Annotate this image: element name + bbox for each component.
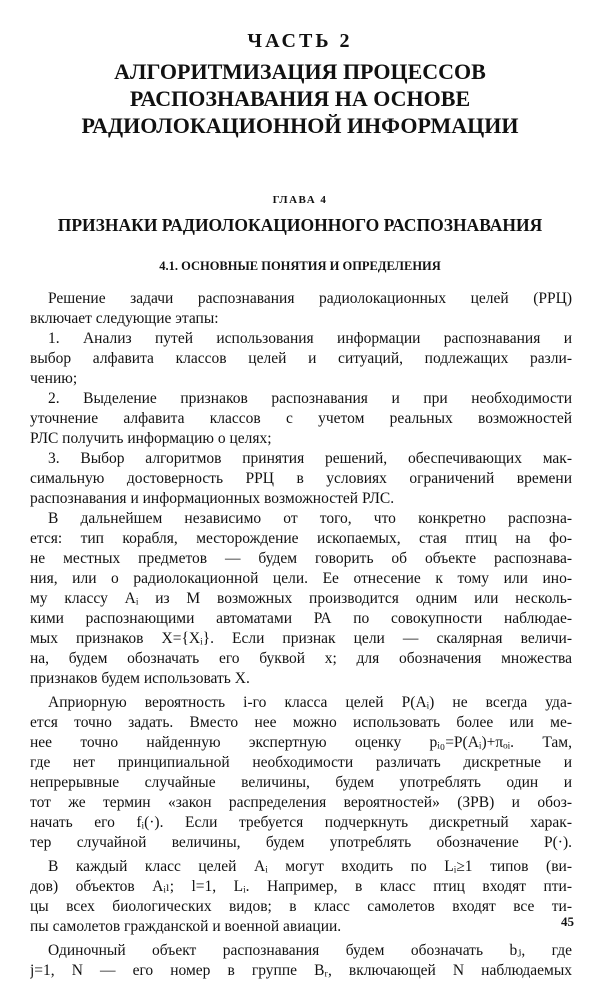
part-title-line: АЛГОРИТМИЗАЦИЯ ПРОЦЕССОВ xyxy=(114,59,486,84)
text-line: Решение задачи распознавания радиолокационных целей (РРЦ) xyxy=(48,290,572,307)
text-line: начать его fᵢ(·). Если требуется подчеркнуть дискретный харак- xyxy=(30,814,572,831)
chapter-title: ПРИЗНАКИ РАДИОЛОКАЦИОННОГО РАСПОЗНАВАНИЯ xyxy=(57,215,543,235)
section-title: 4.1. ОСНОВНЫЕ ПОНЯТИЯ И ОПРЕДЕЛЕНИЯ xyxy=(159,259,441,273)
text-line: тот же термин «закон распределения вероятностей» (ЗРВ) и обоз- xyxy=(30,794,572,811)
text-line: распознавания и информационных возможностей РЛС. xyxy=(30,490,395,507)
text-line: признаков будем использовать X. xyxy=(30,670,250,687)
text-line: 2. Выделение признаков распознавания и при необходимости xyxy=(48,390,572,407)
text-line: цы всех биологических видов; в класс самолетов входят все ти- xyxy=(30,898,572,915)
text-line: Одиночный объект распознавания будем обозначать bⱼ, где xyxy=(48,942,572,959)
text-line: 3. Выбор алгоритмов принятия решений, обеспечивающих мак- xyxy=(48,450,572,467)
part-label: ЧАСТЬ 2 xyxy=(247,30,353,52)
text-line: дов) объектов Aᵢₗ; l=1, Lᵢ. Например, в класс птиц входят пти- xyxy=(30,878,572,895)
text-line: 1. Анализ путей использования информации распознавания и xyxy=(48,330,572,347)
part-title-line: РАСПОЗНАВАНИЯ НА ОСНОВЕ xyxy=(129,86,471,111)
part-title-line: РАДИОЛОКАЦИОННОЙ ИНФОРМАЦИИ xyxy=(81,113,519,138)
text-line: мых признаков X={Xᵢ}. Если признак цели — скалярная величи- xyxy=(30,630,572,647)
body-text xyxy=(30,289,572,981)
text-line: му классу Aᵢ из M возможных производится одним или несколь- xyxy=(30,590,572,607)
text-line: тер случайной величины, будем употреблять обозначение P(·). xyxy=(30,834,572,851)
text-line: j=1, N — его номер в группе Bᵣ, включающей N наблюдаемых xyxy=(30,962,572,979)
text-line: на, будем обозначать его буквой x; для обозначения множества xyxy=(30,650,572,667)
text-line: ния, или о радиолокационной цели. Ее отнесение к тому или ино- xyxy=(30,570,572,587)
text-line: выбор алфавита классов целей и ситуаций, подлежащих разли- xyxy=(30,350,572,367)
text-line: Априорную вероятность i-го класса целей P(Aᵢ) не всегда уда- xyxy=(48,694,572,711)
text-line: непрерывные случайные величины, будем употреблять один и xyxy=(30,774,572,791)
text-line: В дальнейшем независимо от того, что конкретно распозна- xyxy=(48,510,572,527)
text-line: ется точно задать. Вместо нее можно использовать более или ме- xyxy=(30,714,572,731)
text-line: пы самолетов гражданской и военной авиации. xyxy=(30,918,342,935)
text-line: кими распознающими автоматами РА по совокупности наблюдае- xyxy=(30,610,572,627)
part-title xyxy=(30,58,570,139)
text-line: включает следующие этапы: xyxy=(30,310,219,327)
text-line: нее точно найденную экспертную оценку pᵢ₀=P(Aᵢ)+πₒᵢ. Там, xyxy=(30,734,572,751)
text-line: симальную достоверность РРЦ в условиях ограничений времени xyxy=(30,470,572,487)
chapter-label: ГЛАВА 4 xyxy=(272,194,328,206)
text-line: РЛС получить информацию о целях; xyxy=(30,430,272,447)
text-line: ется: тип корабля, месторождение ископаемых, стая птиц на фо- xyxy=(30,530,572,547)
text-line: чению; xyxy=(30,370,78,387)
text-line: где нет принципиальной необходимости различать дискретные и xyxy=(30,754,572,771)
page-number: 45 xyxy=(561,914,574,929)
text-line: уточнение алфавита классов с учетом реальных возможностей xyxy=(30,410,572,427)
text-line: не местных предметов — будем говорить об объекте распознава- xyxy=(30,550,572,567)
text-line: В каждый класс целей Aᵢ могут входить по Lᵢ≥1 типов (ви- xyxy=(48,858,572,875)
